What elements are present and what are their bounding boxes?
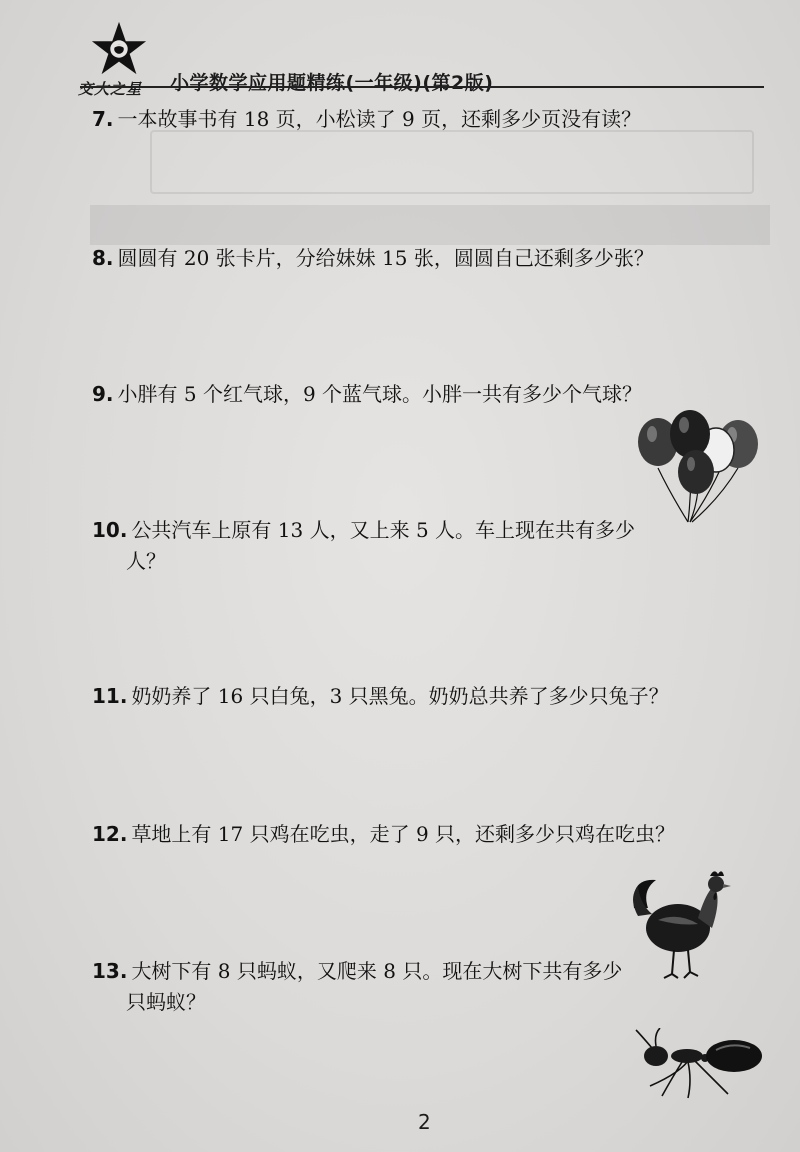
question-number: 12.: [92, 822, 128, 846]
question-12: [92, 819, 675, 850]
balloons-illustration: [630, 408, 766, 526]
question-11: [92, 681, 669, 712]
question-number: 7.: [92, 107, 114, 131]
question-text: 公共汽车上原有 13 人，又上来 5 人。车上现在共有多少: [131, 518, 636, 542]
page-number: 2: [418, 1110, 431, 1134]
question-8: [92, 243, 654, 274]
question-7: [92, 104, 641, 135]
brand-logo-text: 交大之星: [78, 80, 143, 98]
page-header: [78, 20, 778, 98]
show-through-band: [90, 205, 770, 245]
question-text: 草地上有 17 只鸡在吃虫，走了 9 只，还剩多少只鸡在吃虫？: [131, 822, 676, 846]
question-text: 奶奶养了 16 只白兔，3 只黑兔。奶奶总共养了多少只兔子？: [131, 684, 669, 708]
rooster-illustration: [628, 868, 732, 980]
book-title: 小学数学应用题精练(一年级)(第2版): [170, 72, 494, 94]
question-number: 11.: [92, 684, 128, 708]
question-text: 圆圆有 20 张卡片，分给妹妹 15 张，圆圆自己还剩多少张？: [117, 246, 654, 270]
question-10: [92, 515, 635, 577]
question-text: 小胖有 5 个红气球，9 个蓝气球。小胖一共有多少个气球？: [117, 382, 643, 406]
question-text-continuation: 人？: [126, 549, 166, 573]
ant-illustration: [632, 1028, 768, 1100]
question-text: 大树下有 8 只蚂蚁，又爬来 8 只。现在大树下共有多少: [131, 959, 623, 983]
question-number: 13.: [92, 959, 128, 983]
star-logo-icon: [90, 20, 148, 78]
question-13: [92, 956, 622, 1018]
header-divider: [80, 86, 764, 88]
question-number: 10.: [92, 518, 128, 542]
question-number: 8.: [92, 246, 114, 270]
question-9: [92, 379, 642, 410]
show-through-frame: [150, 130, 754, 194]
question-number: 9.: [92, 382, 114, 406]
question-text-continuation: 只蚂蚁？: [126, 990, 206, 1014]
question-text: 一本故事书有 18 页，小松读了 9 页，还剩多少页没有读？: [117, 107, 642, 131]
